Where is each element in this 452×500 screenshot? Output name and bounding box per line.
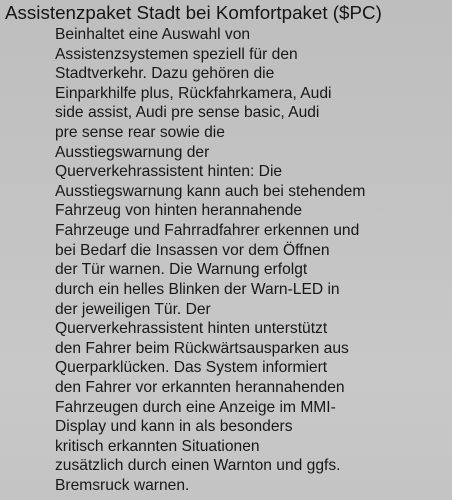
text-line: den Fahrer beim Rückwärtsausparken aus — [55, 339, 349, 357]
text-line: durch ein helles Blinken der Warn-LED in — [55, 280, 340, 298]
text-line: bei Bedarf die Insassen vor dem Öffnen — [55, 241, 330, 259]
description-text — [55, 25, 365, 496]
text-line: Display und kann in als besonders — [55, 418, 293, 436]
text-line: Assistenzsystemen speziell für den — [55, 45, 298, 63]
document-title: Assistenzpaket Stadt bei Komfortpaket ($PC) — [5, 2, 382, 23]
text-line: zusätzlich durch einen Warnton und ggfs. — [55, 457, 341, 475]
text-line: Bremsruck warnen. — [55, 477, 190, 495]
text-line: Einparkhilfe plus, Rückfahrkamera, Audi — [55, 84, 332, 102]
text-line: Fahrzeuge und Fahrradfahrer erkennen und — [55, 222, 360, 240]
text-line: der jeweiligen Tür. Der — [55, 300, 211, 318]
text-line: Querparklücken. Das System informiert — [55, 359, 328, 377]
text-line: Ausstiegswarnung kann auch bei stehendem — [55, 182, 366, 200]
text-line: Querverkehrassistent hinten: Die — [55, 163, 283, 181]
text-line: Fahrzeugen durch eine Anzeige im MMI- — [55, 398, 336, 416]
text-line: den Fahrer vor erkannten herannahenden — [55, 378, 345, 396]
text-line: Beinhaltet eine Auswahl von — [55, 26, 251, 43]
text-line: Fahrzeug von hinten herannahende — [55, 202, 303, 220]
text-line: Ausstiegswarnung der — [55, 143, 210, 161]
text-line: kritisch erkannten Situationen — [55, 437, 260, 455]
text-line: side assist, Audi pre sense basic, Audi — [55, 104, 320, 122]
text-line: Stadtverkehr. Dazu gehören die — [55, 65, 275, 83]
text-line: Querverkehrassistent hinten unterstützt — [55, 320, 328, 338]
text-line: der Tür warnen. Die Warnung erfolgt — [55, 261, 308, 279]
text-line: pre sense rear sowie die — [55, 124, 225, 142]
